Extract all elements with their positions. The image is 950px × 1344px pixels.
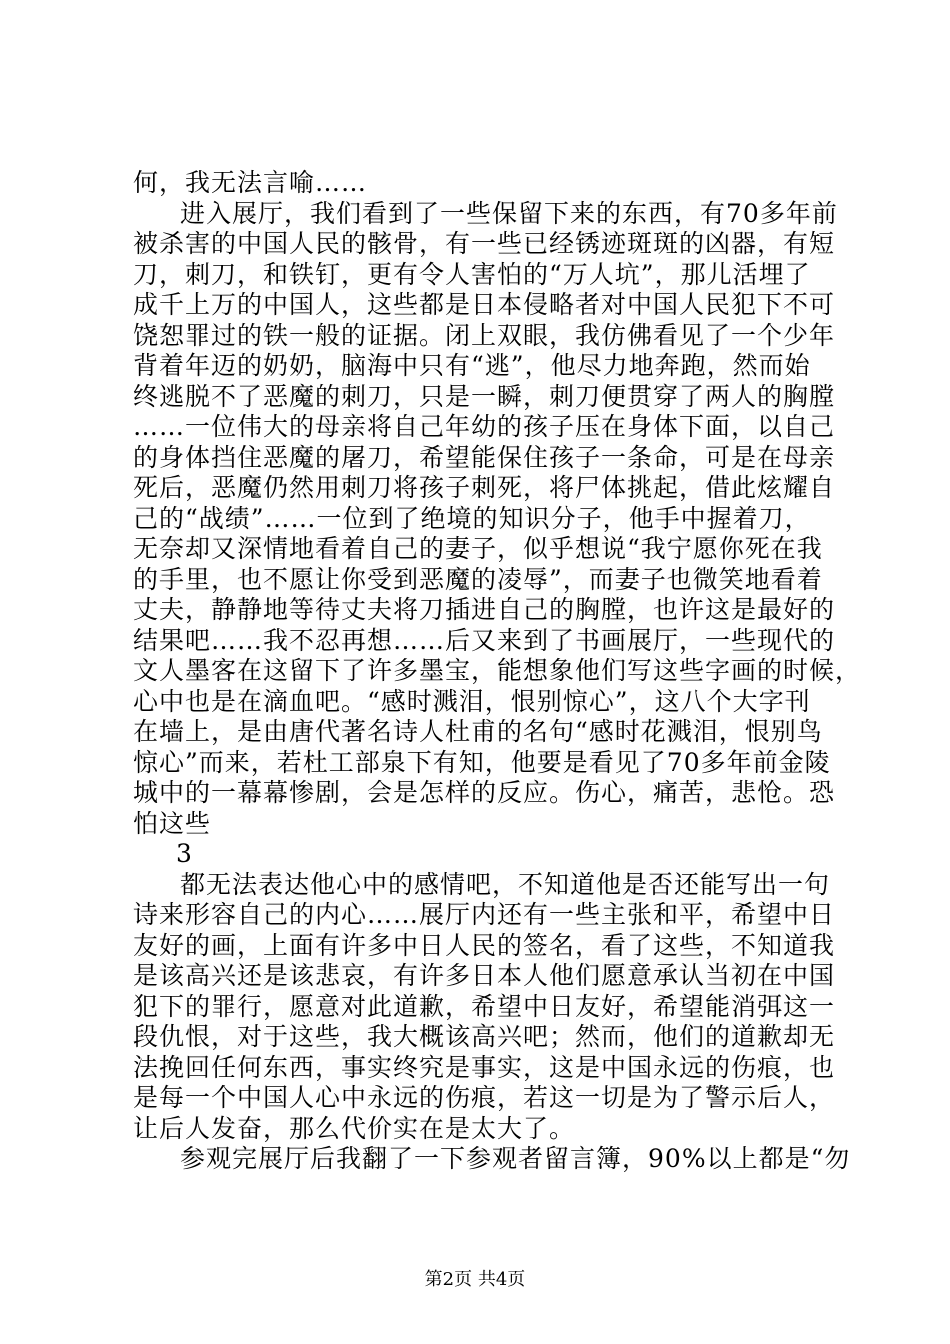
text-line: 结果吧……我不忍再想……后又来到了书画展厅，一些现代的 [133,625,836,655]
text-line: 法挽回任何东西，事实终究是事实，这是中国永远的伤痕，也 [133,1052,836,1082]
text-line: 的身体挡住恶魔的屠刀，希望能保住孩子一条命，可是在母亲 [133,442,836,472]
text-line: 犯下的罪行，愿意对此道歉，希望中日友好，希望能消弭这一 [133,991,836,1021]
text-line: 在墙上，是由唐代著名诗人杜甫的名句“感时花溅泪，恨别鸟 [133,717,823,746]
text-line: 刀，刺刀，和铁钉，更有令人害怕的“万人坑”，那儿活埋了 [133,259,811,289]
text-line: 何，我无法言喻…… [133,168,368,197]
text-line: 己的“战绩”……一位到了绝境的知识分子，他手中握着刀， [133,503,811,533]
text-line: 无奈却又深情地看着自己的妻子，似乎想说“我宁愿你死在我 [133,534,823,563]
text-line: 怕这些 [133,808,212,838]
text-line: 的手里，也不愿让你受到恶魔的凌辱”，而妻子也微笑地看着 [133,564,823,594]
page-number-marker: 3 [176,839,193,868]
text-line: 成千上万的中国人，这些都是日本侵略者对中国人民犯下不可 [133,290,836,319]
text-line: 诗来形容自己的内心……展厅内还有一些主张和平，希望中日 [133,900,836,929]
text-line: 城中的一幕幕惨剧，会是怎样的反应。伤心，痛苦，悲怆。恐 [133,778,836,807]
text-line: 终逃脱不了恶魔的刺刀，只是一瞬，刺刀便贯穿了两人的胸膛 [133,381,836,411]
paragraph-first-line: 进入展厅，我们看到了一些保留下来的东西，有70多年前 [180,198,838,228]
text-line: 让后人发奋，那么代价实在是太大了。 [133,1113,576,1143]
text-line: 丈夫，静静地等待丈夫将刀插进自己的胸膛，也许这是最好的 [133,595,836,624]
text-line: 心中也是在滴血吧。“感时溅泪，恨别惊心”，这八个大字刊 [133,686,811,716]
text-line: 背着年迈的奶奶，脑海中只有“逃”，他尽力地奔跑，然而始 [133,351,811,380]
paragraph-first-line: 都无法表达他心中的感情吧，不知道他是否还能写出一句 [180,869,831,899]
text-line: 友好的画，上面有许多中日人民的签名，看了这些，不知道我 [133,930,836,960]
paragraph-first-line: 参观完展厅后我翻了一下参观者留言簿，90%以上都是“勿 [180,1144,851,1173]
text-line: 是每一个中国人心中永远的伤痕，若这一切是为了警示后人， [133,1083,836,1112]
text-line: 被杀害的中国人民的骸骨，有一些已经锈迹斑斑的凶器，有短 [133,229,836,258]
text-line: ……一位伟大的母亲将自己年幼的孩子压在身体下面，以自己 [133,412,836,441]
text-line: 饶恕罪过的铁一般的证据。闭上双眼，我仿佛看见了一个少年 [133,320,836,350]
text-line: 死后，恶魔仍然用刺刀将孩子刺死，将尸体挑起，借此炫耀自 [133,473,836,502]
text-line: 段仇恨，对于这些，我大概该高兴吧；然而，他们的道歉却无 [133,1022,836,1051]
text-line: 是该高兴还是该悲哀，有许多日本人他们愿意承认当初在中国 [133,961,836,990]
text-line: 文人墨客在这留下了许多墨宝，能想象他们写这些字画的时候， [133,656,862,685]
page-footer: 第2页 共4页 [424,1269,526,1290]
text-line: 惊心”而来，若杜工部泉下有知，他要是看见了70多年前金陵 [133,747,831,777]
